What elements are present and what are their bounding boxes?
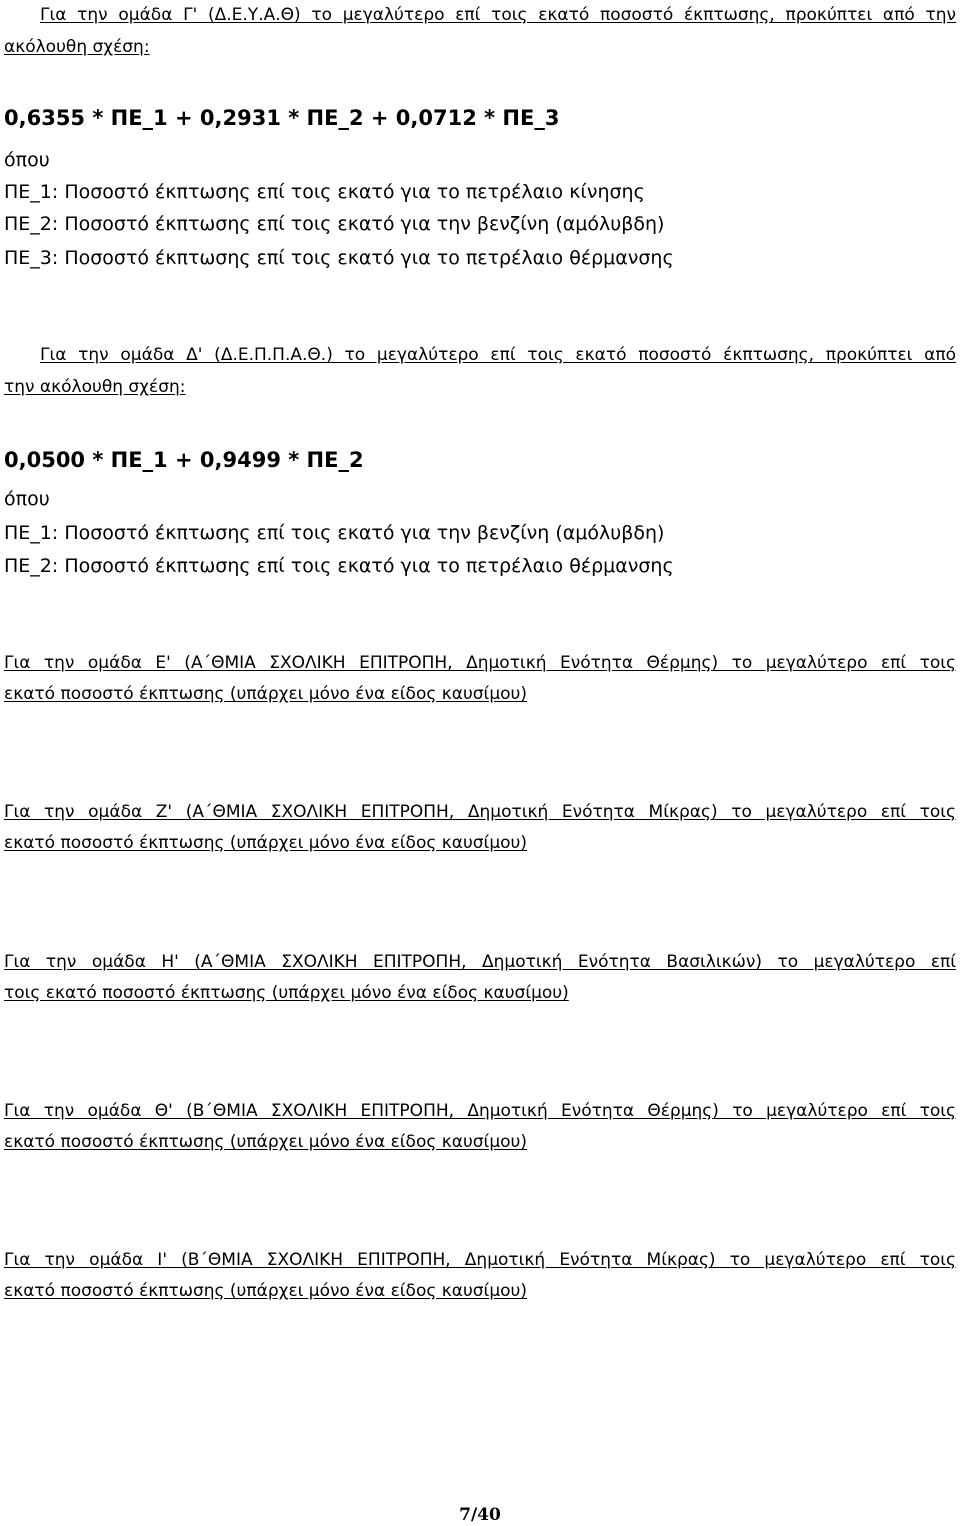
group-h-line2: τοις εκατό ποσοστό έκπτωσης (υπάρχει μόνο ένα είδος καυσίμου) (4, 983, 569, 1003)
group-c-definition-2: ΠΕ_2: Ποσοστό έκπτωσης επί τοις εκατό για την βενζίνη (αμόλυβδη) (4, 213, 665, 235)
group-d-heading-line1: Για την ομάδα Δ' (Δ.Ε.Π.Π.Α.Θ.) το μεγαλύτερο επί τοις εκατό ποσοστό έκπτωσης, προκύπτει από (40, 345, 956, 365)
group-i-line2: εκατό ποσοστό έκπτωσης (υπάρχει μόνο ένα είδος καυσίμου) (4, 1281, 527, 1301)
group-c-definition-1: ΠΕ_1: Ποσοστό έκπτωσης επί τοις εκατό για το πετρέλαιο κίνησης (4, 181, 645, 203)
group-d-definition-2: ΠΕ_2: Ποσοστό έκπτωσης επί τοις εκατό για το πετρέλαιο θέρμανσης (4, 555, 674, 577)
group-h-line1: Για την ομάδα Η' (Α΄ΘΜΙΑ ΣΧΟΛΙΚΗ ΕΠΙΤΡΟΠΗ, Δημοτική Ενότητα Βασιλικών) το μεγαλύτερο επί (4, 952, 956, 972)
group-th-line1: Για την ομάδα Θ' (Β΄ΘΜΙΑ ΣΧΟΛΙΚΗ ΕΠΙΤΡΟΠΗ, Δημοτική Ενότητα Θέρμης) το μεγαλύτερο επί τοις (4, 1101, 956, 1121)
group-z-line1: Για την ομάδα Ζ' (Α΄ΘΜΙΑ ΣΧΟΛΙΚΗ ΕΠΙΤΡΟΠΗ, Δημοτική Ενότητα Μίκρας) το μεγαλύτερο επί τοις (4, 802, 956, 822)
page-number: 7/40 (459, 1505, 501, 1525)
group-d-where: όπου (4, 488, 50, 510)
group-z-line2: εκατό ποσοστό έκπτωσης (υπάρχει μόνο ένα είδος καυσίμου) (4, 833, 527, 853)
group-c-formula: 0,6355 * ΠΕ_1 + 0,2931 * ΠΕ_2 + 0,0712 * ΠΕ_3 (4, 106, 560, 130)
group-d-heading-line2: την ακόλουθη σχέση: (4, 377, 186, 397)
group-i-line1: Για την ομάδα Ι' (Β΄ΘΜΙΑ ΣΧΟΛΙΚΗ ΕΠΙΤΡΟΠΗ, Δημοτική Ενότητα Μίκρας) το μεγαλύτερο επί τοις (4, 1250, 956, 1270)
group-d-formula: 0,0500 * ΠΕ_1 + 0,9499 * ΠΕ_2 (4, 448, 364, 472)
group-c-definition-3: ΠΕ_3: Ποσοστό έκπτωσης επί τοις εκατό για το πετρέλαιο θέρμανσης (4, 247, 674, 269)
group-e-line1: Για την ομάδα Ε' (Α΄ΘΜΙΑ ΣΧΟΛΙΚΗ ΕΠΙΤΡΟΠΗ, Δημοτική Ενότητα Θέρμης) το μεγαλύτερο επί τοις (4, 653, 956, 673)
group-c-heading-line2: ακόλουθη σχέση: (4, 37, 150, 57)
group-d-definition-1: ΠΕ_1: Ποσοστό έκπτωσης επί τοις εκατό για την βενζίνη (αμόλυβδη) (4, 522, 665, 544)
group-th-line2: εκατό ποσοστό έκπτωσης (υπάρχει μόνο ένα είδος καυσίμου) (4, 1132, 527, 1152)
group-c-where: όπου (4, 149, 50, 171)
group-e-line2: εκατό ποσοστό έκπτωσης (υπάρχει μόνο ένα είδος καυσίμου) (4, 684, 527, 704)
group-c-heading-line1: Για την ομάδα Γ' (Δ.Ε.Υ.Α.Θ) το μεγαλύτερο επί τοις εκατό ποσοστό έκπτωσης, προκύπτει από την (40, 5, 956, 25)
